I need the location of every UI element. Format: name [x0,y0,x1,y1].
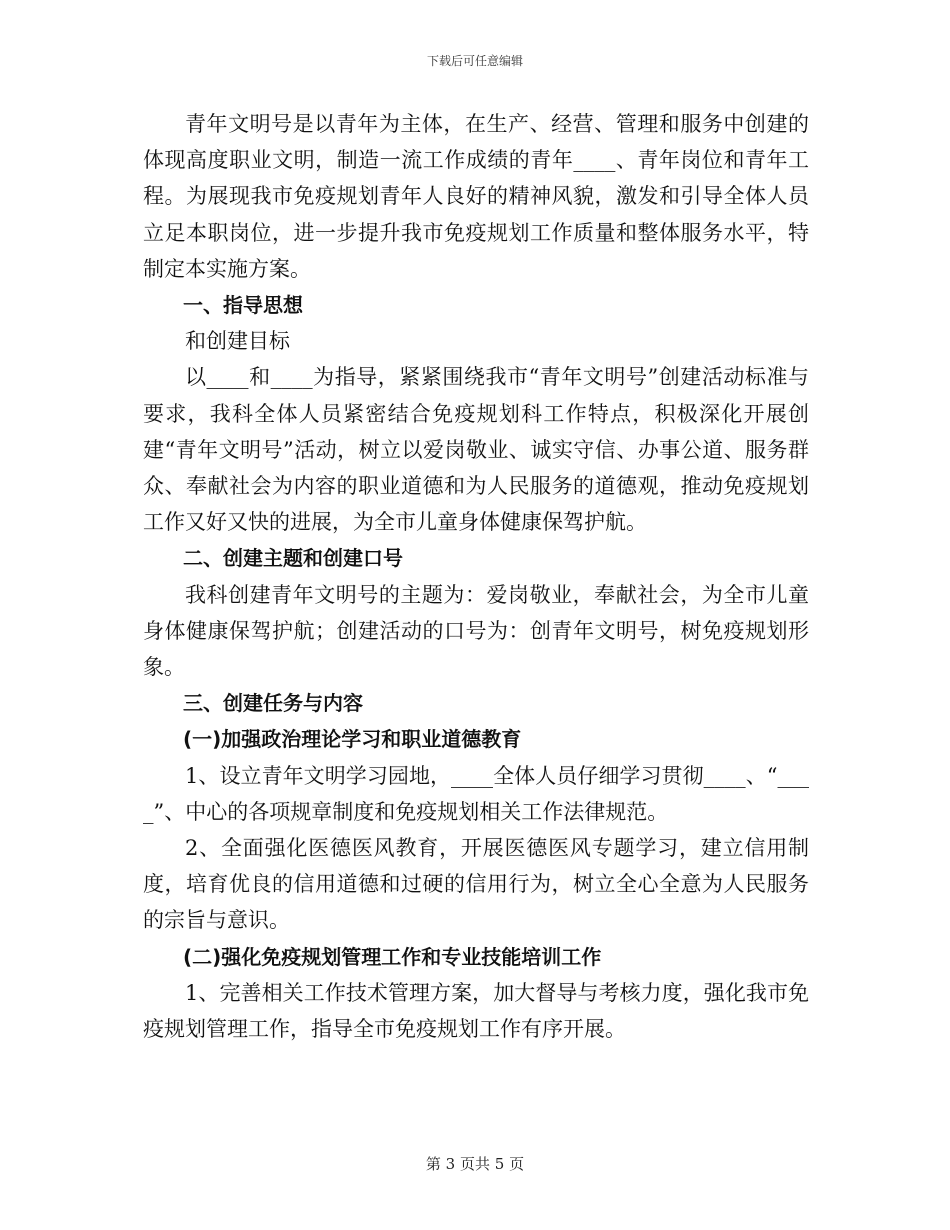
paragraph-item-1-management: 1、完善相关工作技术管理方案，加大督导与考核力度，强化我市免疫规划管理工作，指导全市免疫规划工作有序开展。 [143,980,809,1042]
section-heading-tasks: 三、创建任务与内容 [183,691,363,716]
subsection-heading-management-training: (二)强化免疫规划管理工作和专业技能培训工作 [183,944,602,969]
page-header-note: 下载后可任意编辑 [426,54,523,68]
paragraph-item-1-study: 1、设立青年文明学习园地，____全体人员仔细学习贯彻____、“____”、中心的各项规章制度和免疫规划相关工作法律规范。 [143,763,809,824]
page-number-footer: 第 3 页共 5 页 [425,1155,525,1173]
intro-paragraph: 青年文明号是以青年为主体，在生产、经营、管理和服务中创建的体现高度职业文明，制造一流工作成绩的青年____、青年岗位和青年工程。为展现我市免疫规划青年人良好的精神风貌，激发和引导全体人员立足本职岗位，进一步提升我市免疫规划工作质量和整体服务水平，特制定本实施方案。 [143,112,809,281]
paragraph-item-2-ethics: 2、全面强化医德医风教育，开展医德医风专题学习，建立信用制度，培育优良的信用道德和过硬的信用行为，树立全心全意为人民服务的宗旨与意识。 [143,836,809,933]
section-heading-guiding-ideology: 一、指导思想 [183,293,303,318]
paragraph-theme: 我科创建青年文明号的主题为：爱岗敬业，奉献社会，为全市儿童身体健康保驾护航；创建活动的口号为：创青年文明号，树免疫规划形象。 [143,582,809,680]
document-body [143,106,809,1047]
subsection-heading-political-study: (一)加强政治理论学习和职业道德教育 [183,727,522,752]
section-heading-theme-slogan: 二、创建主题和创建口号 [183,546,403,571]
paragraph-goal-line: 和创建目标 [185,329,290,354]
paragraph-guidance: 以____和____为指导，紧紧围绕我市“青年文明号”创建活动标准与要求，我科全体人员紧密结合免疫规划科工作特点，积极深化开展创建“青年文明号”活动，树立以爱岗敬业、诚实守信、办事公道、服务群众、奉献社会为内容的职业道德和为人民服务的道德观，推动免疫规划工作又好又快的进展，为全市儿童身体健康保驾护航。 [143,365,809,535]
